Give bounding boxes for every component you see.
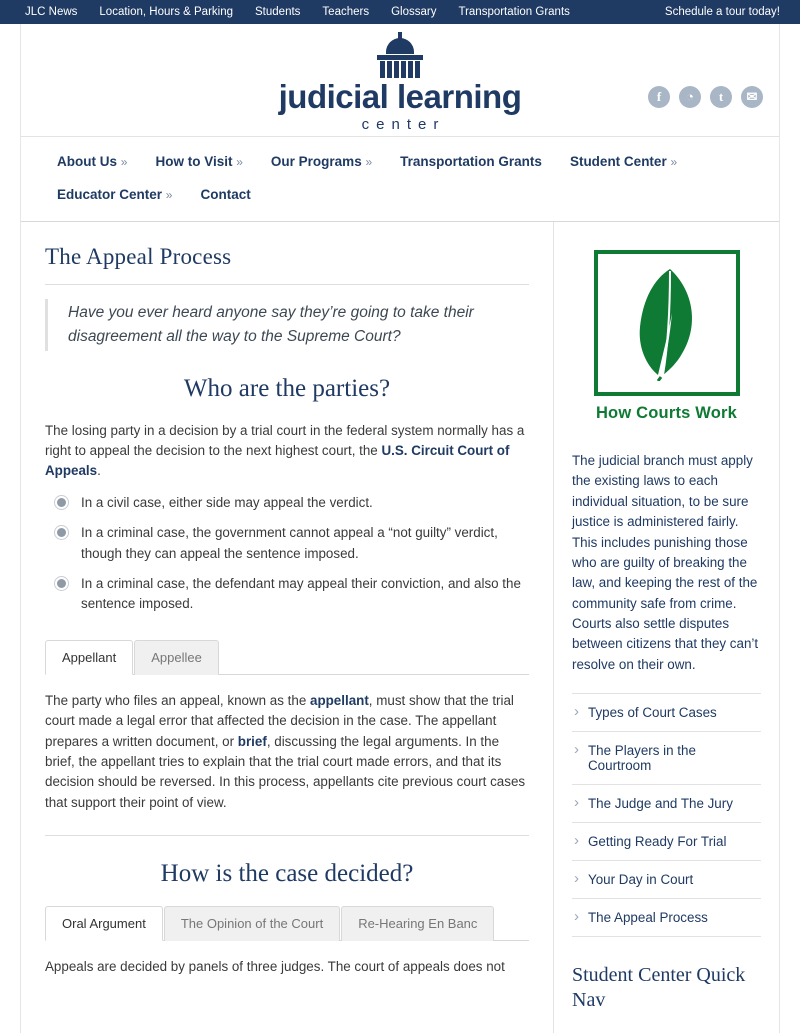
top-nav xyxy=(14,0,581,24)
how-courts-work-badge[interactable] xyxy=(592,250,742,423)
chevron-right-icon: » xyxy=(365,155,373,169)
chevron-right-icon: » xyxy=(165,188,173,202)
nav-label-about-us: About Us xyxy=(57,154,117,169)
badge-caption: How Courts Work xyxy=(595,404,738,422)
nav-item-about-us[interactable] xyxy=(43,145,141,178)
top-nav-item-students[interactable]: Students xyxy=(255,6,301,18)
sidebar-quicknav-title: Student Center Quick Nav xyxy=(572,964,746,1012)
brief-term-link[interactable]: brief xyxy=(237,733,267,749)
appellant-text-1: The party who files an appeal, known as the xyxy=(45,692,310,708)
sidebar-link-list xyxy=(572,693,761,937)
nav-item-contact[interactable] xyxy=(186,178,264,211)
list-item: In a criminal case, the defendant may appeal their conviction, and also the sentence imposed. xyxy=(57,574,529,624)
top-nav-item-transportation-grants[interactable]: Transportation Grants xyxy=(458,6,570,18)
list-item xyxy=(572,785,761,823)
decided-tab-panel xyxy=(45,941,529,977)
body-columns xyxy=(21,222,779,1033)
appellant-text-3: , discussing the legal arguments. In the brief, the appellant tries to explain that the trial court made errors, and that its decision should be reversed. In this process, appellants cite previous court cases that support their point of view. xyxy=(45,733,526,810)
nav-label-our-programs: Our Programs xyxy=(270,154,362,169)
list-item xyxy=(572,861,761,899)
sidebar-link-players-in-the-courtroom[interactable]: › The Players in the Courtroom xyxy=(572,732,761,784)
courthouse-arch-icon xyxy=(377,38,423,78)
list-item: In a civil case, either side may appeal the verdict. xyxy=(57,493,529,523)
nav-label-educator-center: Educator Center xyxy=(57,187,163,202)
list-item xyxy=(572,732,761,785)
email-icon[interactable]: ✉ xyxy=(741,86,763,108)
tab-appellant[interactable]: Appellant xyxy=(45,640,133,675)
nav-label-contact: Contact xyxy=(200,187,251,202)
tab-appellee[interactable]: Appellee xyxy=(134,640,219,675)
parties-intro-text-2: . xyxy=(97,463,101,479)
sidebar-link-the-appeal-process[interactable]: › The Appeal Process xyxy=(572,899,761,936)
facebook-icon[interactable]: f xyxy=(648,86,670,108)
rss-icon[interactable]: ◔ xyxy=(679,86,701,108)
sidebar-link-types-of-court-cases[interactable]: › Types of Court Cases xyxy=(572,694,761,731)
circuit-court-link[interactable]: U.S. Circuit Court of Appeals xyxy=(45,443,510,479)
page-container xyxy=(20,24,780,1033)
parties-intro-paragraph xyxy=(45,421,529,481)
nav-label-transportation-grants: Transportation Grants xyxy=(400,154,542,169)
parties-intro-text-1: The losing party in a decision by a trial court in the federal system normally has a right to appeal the decision to the next highest court, the xyxy=(45,423,525,459)
tab-oral-argument[interactable]: Oral Argument xyxy=(45,906,163,941)
sidebar-link-judge-and-jury[interactable]: › The Judge and The Jury xyxy=(572,785,761,822)
section-heading-parties: Who are the parties? xyxy=(183,375,391,403)
top-nav-item-location-hours-parking[interactable]: Location, Hours & Parking xyxy=(99,6,234,18)
nav-item-how-to-visit[interactable] xyxy=(141,145,256,178)
intro-quote: Have you ever heard anyone say they’re going to take their disagreement all the way to the Supreme Court? xyxy=(45,299,529,351)
nav-label-student-center: Student Center xyxy=(569,154,667,169)
top-nav-item-jlc-news[interactable]: JLC News xyxy=(25,6,78,18)
social-links xyxy=(648,86,763,108)
list-item xyxy=(572,823,761,861)
logo-title: judicial learning xyxy=(278,78,522,115)
chevron-right-icon: » xyxy=(236,155,243,169)
feather-quill-icon xyxy=(630,265,704,381)
twitter-icon[interactable]: t xyxy=(710,86,732,108)
nav-item-transportation-grants[interactable] xyxy=(386,145,556,178)
appellant-term-link[interactable]: appellant xyxy=(310,692,369,708)
list-item xyxy=(572,899,761,937)
appeal-bullet-list xyxy=(45,493,529,624)
sidebar xyxy=(554,222,779,1033)
site-header xyxy=(21,24,779,137)
site-logo[interactable] xyxy=(240,38,560,133)
tab-opinion-of-the-court[interactable]: The Opinion of the Court xyxy=(164,906,340,941)
page-title: The Appeal Process xyxy=(45,244,529,285)
appellant-paragraph xyxy=(45,691,529,813)
nav-item-our-programs[interactable] xyxy=(257,145,386,178)
top-nav-item-glossary[interactable]: Glossary xyxy=(391,6,437,18)
nav-item-educator-center[interactable] xyxy=(43,178,186,211)
top-nav-item-teachers[interactable]: Teachers xyxy=(322,6,370,18)
schedule-tour-link[interactable]: Schedule a tour today! xyxy=(664,6,780,18)
chevron-right-icon: » xyxy=(670,155,678,169)
list-item: In a criminal case, the government cannot appeal a “not guilty” verdict, though they can appeal the sentence imposed. xyxy=(57,523,529,573)
nav-item-student-center[interactable] xyxy=(556,145,691,178)
section-heading-decided: How is the case decided? xyxy=(160,860,414,888)
decided-paragraph: Appeals are decided by panels of three judges. The court of appeals does not xyxy=(45,959,505,975)
nav-label-how-to-visit: How to Visit xyxy=(155,154,233,169)
content-divider xyxy=(45,835,529,836)
sidebar-link-getting-ready-for-trial[interactable]: › Getting Ready For Trial xyxy=(572,823,761,860)
main-navigation xyxy=(21,137,779,222)
badge-frame xyxy=(594,250,740,396)
chevron-right-icon: » xyxy=(120,155,128,169)
sidebar-description: The judicial branch must apply the existing laws to each individual situation, to be sure justice is administered fairly. This includes punishing those who are guilty of breaking the law, and keeping the rest of the community safe from crime. Courts also settle disputes between citizens that they can’t resolve on their own. xyxy=(572,453,759,672)
top-utility-bar xyxy=(0,0,800,24)
parties-tabs xyxy=(45,640,529,675)
list-item xyxy=(572,693,761,732)
appellant-text-2: , must show that the trial court made a legal error that affected the decision in the case. The appellant prepares a written document, or xyxy=(45,692,514,749)
tab-re-hearing-en-banc[interactable]: Re-Hearing En Banc xyxy=(341,906,494,941)
decided-tabs xyxy=(45,906,529,941)
sidebar-link-your-day-in-court[interactable]: › Your Day in Court xyxy=(572,861,761,898)
logo-subtitle: center xyxy=(361,115,446,133)
main-content xyxy=(21,222,554,1033)
parties-tab-panel xyxy=(45,675,529,813)
